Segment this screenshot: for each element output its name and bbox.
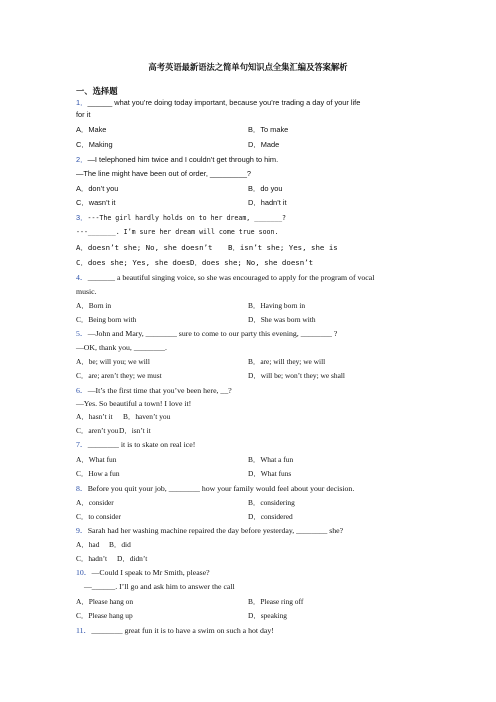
question-4-stem-cont: music. bbox=[76, 287, 97, 296]
question-2-stem: 2．—I telephoned him twice and I couldn’t get through to him. bbox=[76, 155, 279, 164]
option-a[interactable]: A．What fun bbox=[76, 455, 117, 464]
option-a[interactable]: A．be; will you; we will bbox=[76, 357, 150, 366]
option-b[interactable]: B．To make bbox=[248, 125, 289, 134]
option-b[interactable]: B．Please ring off bbox=[248, 597, 304, 606]
option-b[interactable]: B．considering bbox=[248, 498, 295, 507]
option-d[interactable]: D．She was born with bbox=[248, 315, 316, 324]
question-10-stem: 10．—Could I speak to Mr Smith, please? bbox=[76, 568, 210, 577]
page-title: 高考英语最新语法之简单句知识点全集汇编及答案解析 bbox=[148, 62, 348, 72]
option-d[interactable]: D．does she; No, she doesn’t bbox=[190, 258, 314, 267]
option-a[interactable]: A．Please hang on bbox=[76, 597, 134, 606]
question-number: 1． bbox=[76, 98, 88, 107]
option-c[interactable]: C．Being born with bbox=[76, 315, 137, 324]
option-c[interactable]: C．Making bbox=[76, 140, 113, 149]
option-a[interactable]: A．consider bbox=[76, 498, 114, 507]
option-b[interactable]: B．did bbox=[109, 540, 131, 549]
question-6-stem-cont: —Yes. So beautiful a town! I love it! bbox=[76, 399, 192, 408]
question-7-stem: 7．________ it is to skate on real ice! bbox=[76, 440, 196, 449]
question-3-stem: 3．---The girl hardly holds on to her dream, _______? bbox=[76, 213, 287, 222]
option-d[interactable]: D．isn’t it bbox=[119, 426, 151, 435]
question-3-stem-cont: ---_______. I’m sure her dream will come true soon. bbox=[76, 228, 279, 236]
option-a[interactable]: A．hasn’t it bbox=[76, 412, 113, 421]
option-a[interactable]: A．had bbox=[76, 540, 100, 549]
question-2-stem-cont: —The line might have been out of order, _________? bbox=[76, 169, 252, 178]
question-6-stem: 6．—It’s the first time that you’ve been here, __? bbox=[76, 386, 232, 395]
option-c[interactable]: C．wasn’t it bbox=[76, 198, 116, 207]
option-b[interactable]: B．haven’t you bbox=[123, 412, 171, 421]
option-d[interactable]: D．speaking bbox=[248, 611, 287, 620]
option-c[interactable]: C．does she; Yes, she does bbox=[76, 258, 191, 267]
option-b[interactable]: B．What a fun bbox=[248, 455, 294, 464]
question-8-stem: 8．Before you quit your job, ________ how your family would feel about your decision. bbox=[76, 484, 355, 493]
option-d[interactable]: D．Made bbox=[248, 140, 280, 149]
question-1-stem-cont: for it bbox=[76, 110, 91, 119]
question-5-stem-cont: —OK, thank you, ________. bbox=[76, 343, 167, 352]
option-b[interactable]: B．do you bbox=[248, 184, 283, 193]
option-a[interactable]: A．Born in bbox=[76, 301, 112, 310]
option-a[interactable]: A．Make bbox=[76, 125, 107, 134]
question-5-stem: 5．—John and Mary, ________ sure to come to our party this evening, ________ ? bbox=[76, 329, 338, 338]
option-d[interactable]: D．didn’t bbox=[117, 554, 148, 563]
question-10-stem-cont: —______. I’ll go and ask him to answer the call bbox=[84, 582, 235, 591]
option-c[interactable]: C．are; aren’t they; we must bbox=[76, 371, 162, 380]
option-c[interactable]: C．to consider bbox=[76, 512, 121, 521]
option-a[interactable]: A．doesn’t she; No, she doesn’t bbox=[76, 243, 213, 252]
option-c[interactable]: C．How a fun bbox=[76, 469, 120, 478]
option-c[interactable]: C．Please hang up bbox=[76, 611, 133, 620]
question-9-stem: 9．Sarah had her washing machine repaired the day before yesterday, ________ she? bbox=[76, 526, 344, 535]
option-d[interactable]: D．hadn’t it bbox=[248, 198, 287, 207]
option-c[interactable]: C．aren’t you bbox=[76, 426, 119, 435]
section-heading: 一、选择题 bbox=[76, 86, 118, 96]
question-4-stem: 4．_______ a beautiful singing voice, so she was encouraged to apply for the program of vocal bbox=[76, 273, 375, 282]
option-c[interactable]: C．hadn’t bbox=[76, 554, 108, 563]
option-d[interactable]: D．considered bbox=[248, 512, 293, 521]
option-a[interactable]: A．don’t you bbox=[76, 184, 119, 193]
option-b[interactable]: B．are; will they; we will bbox=[248, 357, 326, 366]
question-1-stem: 1．______ what you’re doing today important, because you’re trading a day of your life bbox=[76, 98, 361, 107]
option-b[interactable]: B．isn’t she; Yes, she is bbox=[228, 243, 338, 252]
option-d[interactable]: D．What funs bbox=[248, 469, 292, 478]
option-d[interactable]: D．will be; won’t they; we shall bbox=[248, 371, 345, 380]
question-11-stem: 11．________ great fun it is to have a swim on such a hot day! bbox=[76, 626, 274, 635]
option-b[interactable]: B．Having born in bbox=[248, 301, 306, 310]
